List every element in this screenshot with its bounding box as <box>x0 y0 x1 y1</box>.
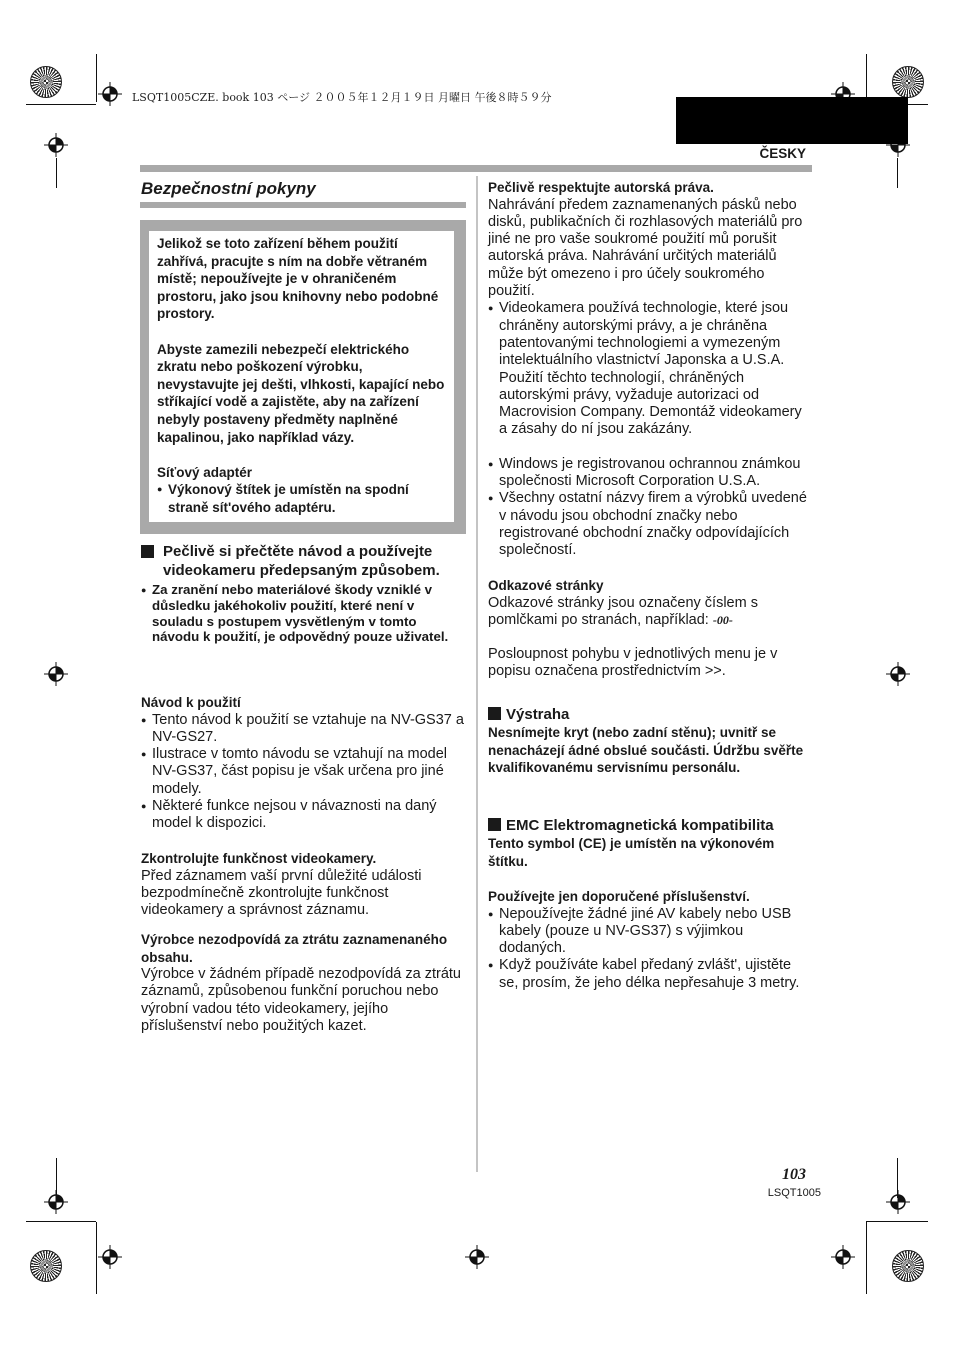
read-heading: Pečlivě si přečtěte návod a používejte videokameru předepsaným způsobem. <box>141 543 466 580</box>
warn-heading: Výstraha <box>488 706 811 724</box>
title-rule <box>140 202 466 208</box>
page-number: 103 <box>782 1166 806 1183</box>
list-item: ● Videokamera používá technologie, které jsou chráněny autorskými právy, a je chráněna patentovanými technologiemi a vymezeným intelektuálního vlastnictví Japonska a U.S.A. Použití těchto technologií, chráněných autorskými právy, vyžaduje autorizaci od Macrovision Company. Demontáž videokamery a zásahy do ní jsou zakázány. <box>488 300 811 438</box>
language-tab-block <box>676 97 908 144</box>
ref-example: -00- <box>712 612 733 627</box>
ref-text: Odkazové stránky jsou označeny číslem s pomlčkami po stranách, například: <box>488 594 758 628</box>
adapter-heading: Síťový adaptér <box>157 464 253 480</box>
column-divider <box>476 176 478 1172</box>
copyright-heading: Pečlivě respektujte autorská práva. <box>488 180 714 195</box>
emc-text: Tento symbol (CE) je umístěn na výkonovém štítku. <box>488 836 775 869</box>
read-item: ● Za zranění nebo materiálové škody vzniklé v důsledku jakéhokoliv použití, které není v souladu s postupem vysvětleným v tomto návodu k použití, je odpovědný pouze uživatel. <box>141 582 466 645</box>
check-heading: Zkontrolujte funkčnost videokamery. <box>141 851 377 866</box>
warn-text: Nesnímejte kryt (nebo zadní stěnu); uvnitř se nenacházejí ádné obslué součásti. Údržbu svěřte kvalifikovanému servisnímu personálu. <box>488 725 804 776</box>
section-marker-icon <box>488 707 501 720</box>
warning-paragraph: Jelikož se toto zařízení během použití zahřívá, pracujte s ním na dobře větraném místě; nepoužívejte je v ohraničeném prostoru, jako jsou knihovny nebo podobné prostory. <box>157 236 439 322</box>
file-header: LSQT1005CZE. book 103 ページ ２００５年１２月１９日 月曜日 午後８時５９分 <box>132 91 552 104</box>
adapter-item: ● Výkonový štítek je umístěn na spodní straně sít'ového adaptéru. <box>157 481 447 516</box>
manual-heading: Návod k použití <box>141 695 241 710</box>
language-tab: ČESKY <box>759 146 806 161</box>
acc-heading: Používejte jen doporučené příslušenství. <box>488 889 750 904</box>
list-item: ● Všechny ostatní názvy firem a výrobků uvedené v návodu jsou obchodní značky nebo registrované obchodní značky odpovídajících společností. <box>488 490 811 559</box>
warning-box <box>140 220 466 534</box>
warning-paragraph: Abyste zamezili nebezpečí elektrického zkratu nebo poškození výrobku, nevystavujte jej dešti, vlhkosti, kapající nebo stříkající vodě a zajistěte, aby na zařízení nebyly postaveny předměty naplněné kapalinou, jako například vázy. <box>157 341 445 445</box>
list-item: ● Když používáte kabel předaný zvlášt', ujistěte se, prosím, že jeho délka nepřesahuje 3 metry. <box>488 957 811 992</box>
check-text: Před záznamem vaší první důležité události bezpodmínečně zkontrolujte funkčnost videokamery a správnost záznamu. <box>141 867 422 919</box>
top-rule <box>140 165 812 172</box>
list-item: ● Tento návod k použití se vztahuje na NV-GS37 a NV-GS27. <box>141 712 466 747</box>
liability-heading: Výrobce nezodpovídá za ztrátu zaznamenaného obsahu. <box>141 932 448 965</box>
section-marker-icon <box>141 545 154 558</box>
emc-heading: EMC Elektromagnetická kompatibilita <box>488 817 811 835</box>
list-item: ● Nepoužívejte žádné jiné AV kabely nebo USB kabely (pouze u NV-GS37) s výjimkou dodaných. <box>488 906 811 958</box>
list-item: ● Windows je registrovanou ochrannou známkou společnosti Microsoft Corporation U.S.A. <box>488 456 811 491</box>
list-item: ● Některé funkce nejsou v návaznosti na daný model k dispozici. <box>141 798 466 833</box>
ref-heading: Odkazové stránky <box>488 578 604 593</box>
section-title: Bezpečnostní pokyny <box>141 179 316 198</box>
list-item: ● Ilustrace v tomto návodu se vztahují na model NV-GS37, část popisu je však určena pro jiné modely. <box>141 746 466 798</box>
section-marker-icon <box>488 818 501 831</box>
copyright-text: Nahrávání předem zaznamenaných pásků nebo disků, publikačních či rozhlasových materiálů pro jiné ne pro vaše soukromé použití mů porušit autorská práva. Nahrávání určitých materiálů může být omezeno i pro účely soukromého použití. <box>488 196 803 300</box>
liability-text: Výrobce v žádném případě nezodpovídá za ztrátu záznamů, způsobenou funkční poruchou nebo výrobní vadou této videokamery, jejího příslušenství nebo použitých kazet. <box>141 966 461 1035</box>
doc-code: LSQT1005 <box>767 1187 821 1199</box>
menu-text: Posloupnost pohybu v jednotlivých menu je v popisu označena prostřednictvím >>. <box>488 646 778 680</box>
